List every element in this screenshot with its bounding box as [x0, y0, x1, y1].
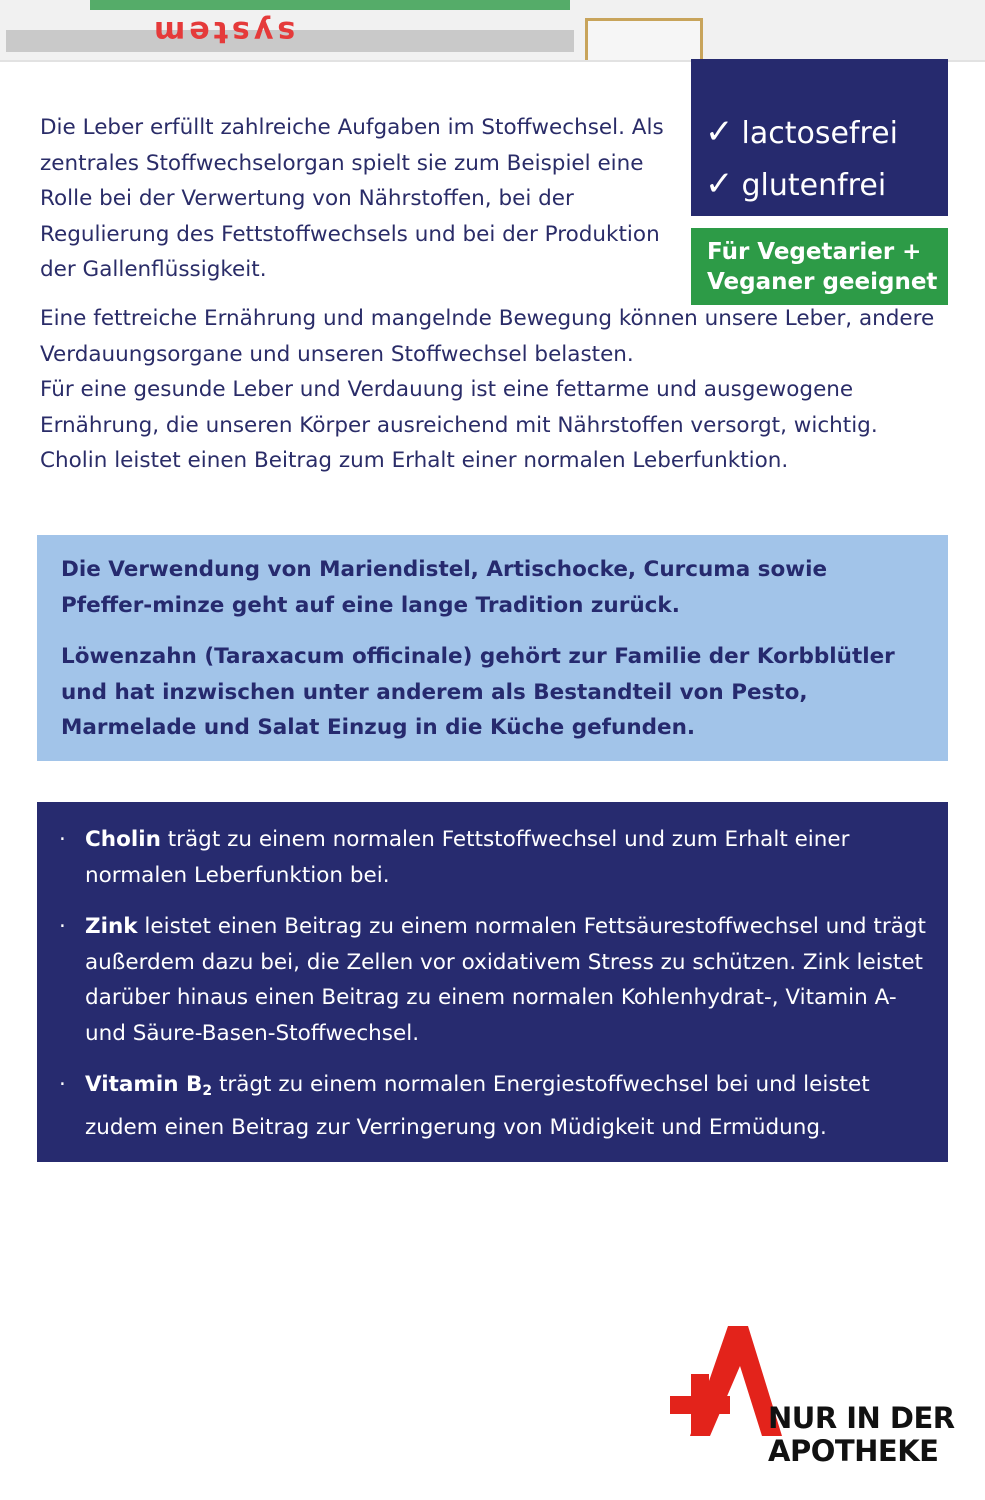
tradition-box [37, 535, 948, 761]
lactose-free-label: lactosefrei [741, 116, 898, 151]
apotheke-line-1: NUR IN DER [768, 1401, 955, 1435]
bullet-icon: · [59, 914, 66, 939]
claim-subscript: 2 [202, 1083, 213, 1099]
claim-term: Zink [85, 914, 138, 939]
claim-text: leistet einen Beitrag zu einem normalen Fettsäurestoffwechsel und trägt außerdem dazu bei, die Zellen vor oxidativem Stress zu schützen. Zink leistet darüber hinaus einen Beitrag zu einem normalen Kohlenhydrat-, Vitamin A- und Säure-Basen-Stoffwechsel. [85, 914, 926, 1046]
checkmark-icon: ✓ [705, 164, 734, 204]
gluten-free-line [705, 159, 948, 211]
checkmark-icon: ✓ [705, 112, 734, 152]
claim-item-vitamin-b2 [59, 1067, 928, 1145]
claim-text: trägt zu einem normalen Fettstoffwechsel und zum Erhalt einer normalen Leberfunktion bei. [85, 827, 850, 888]
flap-green-band [90, 0, 570, 10]
apotheke-line-2: APOTHEKE [768, 1434, 939, 1468]
apotheke-label [768, 1402, 955, 1468]
flap-logo-frame [585, 18, 703, 62]
lactose-free-line [705, 107, 948, 159]
intro-block [40, 301, 940, 479]
tradition-paragraph-1: Die Verwendung von Mariendistel, Artischocke, Curcuma sowie Pfeffer-minze geht auf eine lange Tradition zurück. [61, 557, 828, 618]
vegan-line-2: Veganer geeignet [707, 269, 938, 295]
flap-brand-text: system [150, 14, 296, 49]
vegan-line-1: Für Vegetarier + [707, 239, 922, 265]
vegan-badge [691, 228, 948, 305]
intro-paragraph-2: Eine fettreiche Ernährung und mangelnde Bewegung können unsere Leber, andere Verdauungsorgane und unseren Stoffwechsel belasten. [40, 306, 935, 367]
intro-paragraph-3: Für eine gesunde Leber und Verdauung ist eine fettarme und ausgewogene Ernährung, die unseren Körper ausreichend mit Nährstoffen versorgt, wichtig. Cholin leistet einen Beitrag zum Erhalt einer normalen Leberfunktion. [40, 377, 878, 473]
top-flap [0, 0, 985, 62]
claim-term: Vitamin B [85, 1072, 203, 1097]
gluten-free-label: glutenfrei [741, 168, 887, 203]
free-from-badge [691, 59, 948, 216]
claim-text: trägt zu einem normalen Energiestoffwechsel bei und leistet zudem einen Beitrag zur Verringerung von Müdigkeit und Ermüdung. [85, 1072, 870, 1140]
claim-item-zink [59, 909, 928, 1051]
health-claims-box [37, 802, 948, 1162]
claim-term: Cholin [85, 827, 161, 852]
claim-item-cholin [59, 822, 928, 893]
tradition-paragraph-2: Löwenzahn (Taraxacum officinale) gehört zur Familie der Korbblütler und hat inzwischen unter anderem als Bestandteil von Pesto, Marmelade und Salat Einzug in die Küche gefunden. [61, 644, 895, 740]
bullet-icon: · [59, 827, 66, 852]
intro-paragraph-1: Die Leber erfüllt zahlreiche Aufgaben im Stoffwechsel. Als zentrales Stoffwechselorgan spielt sie zum Beispiel eine Rolle bei der Verwertung von Nährstoffen, bei der Regulierung des Fettstoffwechsels und bei der Produktion der Gallenflüssigkeit. [40, 115, 664, 282]
bullet-icon: · [59, 1072, 66, 1097]
